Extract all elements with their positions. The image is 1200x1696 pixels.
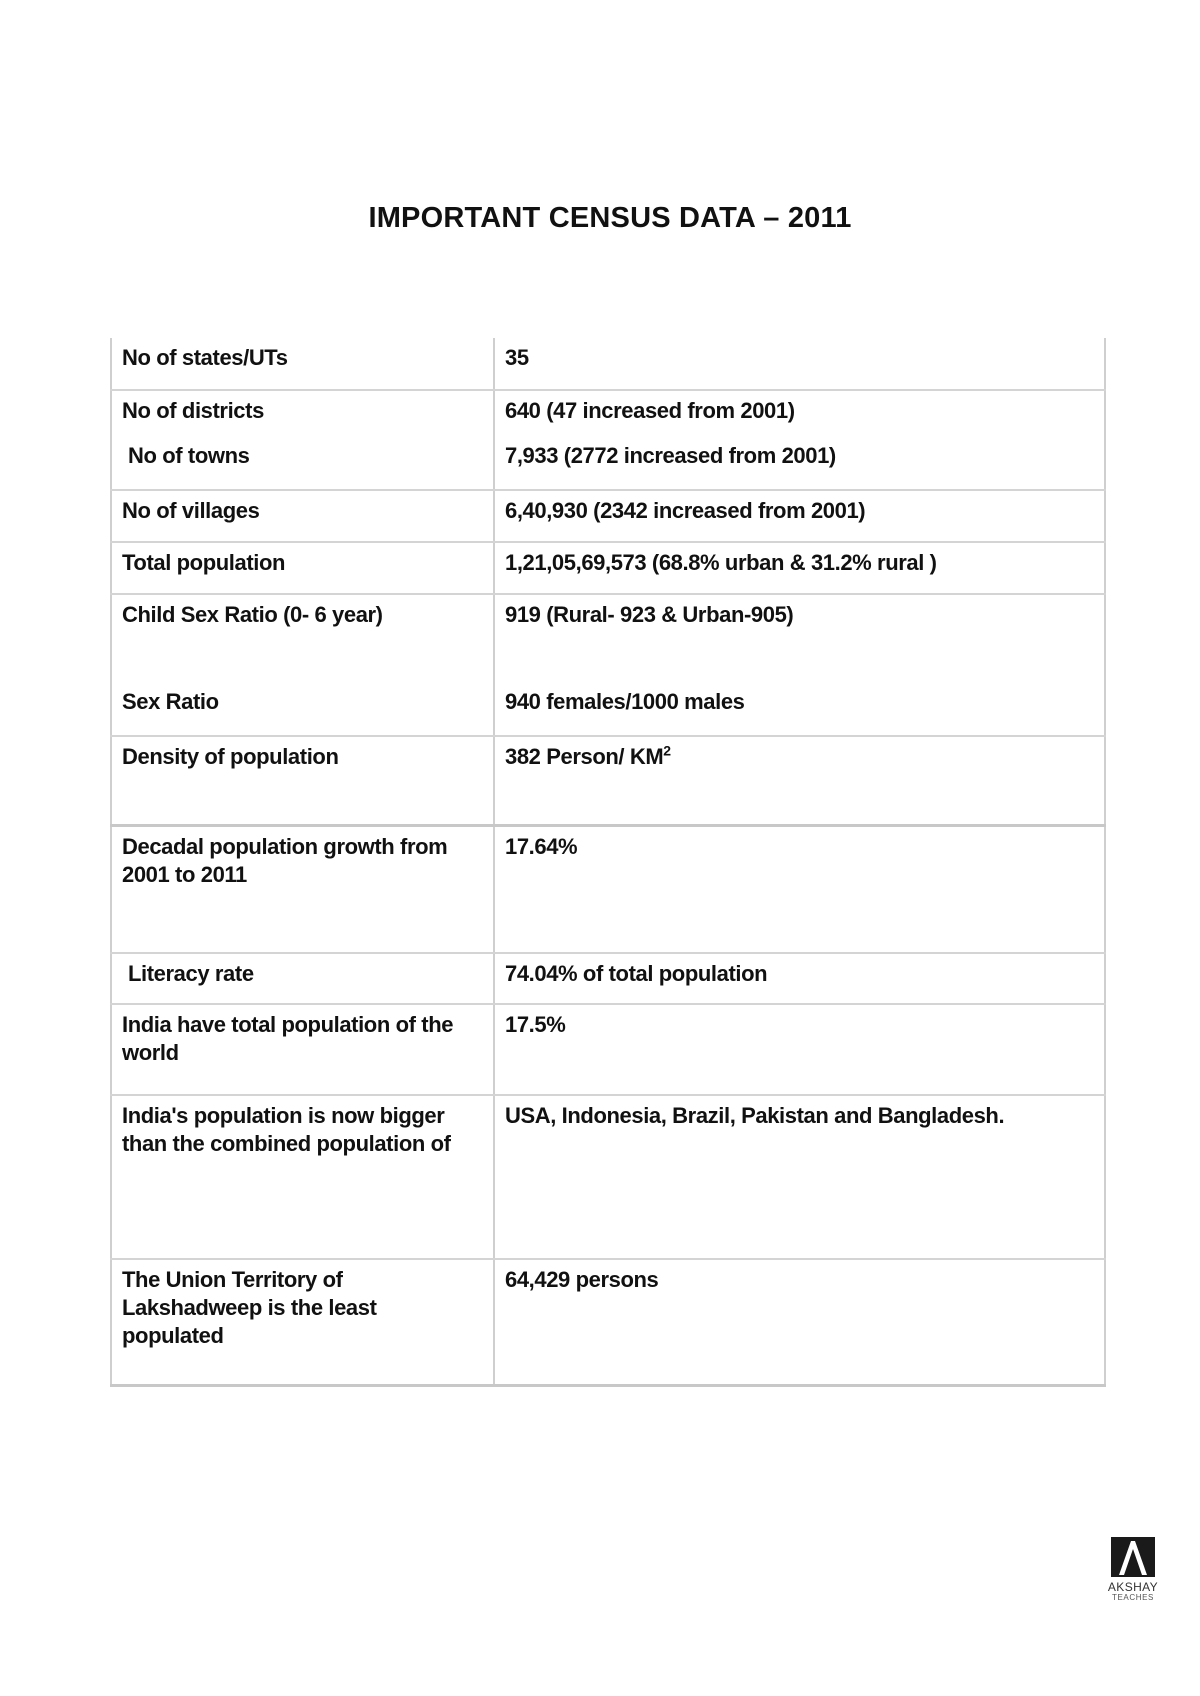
table-row: [111, 1259, 1105, 1385]
row-label: No of districts: [111, 390, 494, 436]
row-value: [494, 736, 1105, 825]
row-value: 7,933 (2772 increased from 2001): [494, 436, 1105, 490]
row-value: 17.64%: [494, 825, 1105, 953]
row-value: 919 (Rural- 923 & Urban-905): [494, 594, 1105, 682]
row-value: 35: [494, 338, 1105, 390]
row-label: Literacy rate: [111, 953, 494, 1004]
table-row: [111, 490, 1105, 542]
row-value: 64,429 persons: [494, 1259, 1105, 1385]
brand-logo: [1102, 1537, 1164, 1602]
table-row: [111, 682, 1105, 736]
row-value: 640 (47 increased from 2001): [494, 390, 1105, 436]
row-label: Child Sex Ratio (0- 6 year): [111, 594, 494, 682]
row-value: 940 females/1000 males: [494, 682, 1105, 736]
row-label: No of states/UTs: [111, 338, 494, 390]
page-title: IMPORTANT CENSUS DATA – 2011: [368, 202, 852, 234]
row-label: Total population: [111, 542, 494, 594]
row-value: USA, Indonesia, Brazil, Pakistan and Bangladesh.: [494, 1095, 1105, 1259]
row-label: No of towns: [111, 436, 494, 490]
row-label: No of villages: [111, 490, 494, 542]
logo-subtitle: TEACHES: [1112, 1593, 1154, 1602]
row-label: Decadal population growth from 2001 to 2011: [111, 825, 494, 953]
table-row: [111, 436, 1105, 490]
table-row: [111, 953, 1105, 1004]
density-value: 382 Person/ KM: [505, 744, 664, 769]
table-row: [111, 1004, 1105, 1095]
table-row: [111, 594, 1105, 682]
table-row: [111, 338, 1105, 390]
row-value: 6,40,930 (2342 increased from 2001): [494, 490, 1105, 542]
row-value: 1,21,05,69,573 (68.8% urban & 31.2% rural ): [494, 542, 1105, 594]
row-label: Sex Ratio: [111, 682, 494, 736]
logo-name: AKSHAY: [1107, 1580, 1159, 1594]
census-data-table: [110, 338, 1106, 1387]
row-value: 17.5%: [494, 1004, 1105, 1095]
table-row: [111, 1095, 1105, 1259]
akshay-logo-icon: [1111, 1537, 1155, 1577]
row-label: India have total population of the world: [111, 1004, 494, 1095]
row-label: The Union Territory of Lakshadweep is the least populated: [111, 1259, 494, 1385]
row-value: 74.04% of total population: [494, 953, 1105, 1004]
table-row: [111, 542, 1105, 594]
table-row: [111, 736, 1105, 825]
table-row: [111, 390, 1105, 436]
table-row: [111, 825, 1105, 953]
row-label: Density of population: [111, 736, 494, 825]
superscript-two: 2: [663, 742, 671, 759]
row-label: India's population is now bigger than the combined population of: [111, 1095, 494, 1259]
